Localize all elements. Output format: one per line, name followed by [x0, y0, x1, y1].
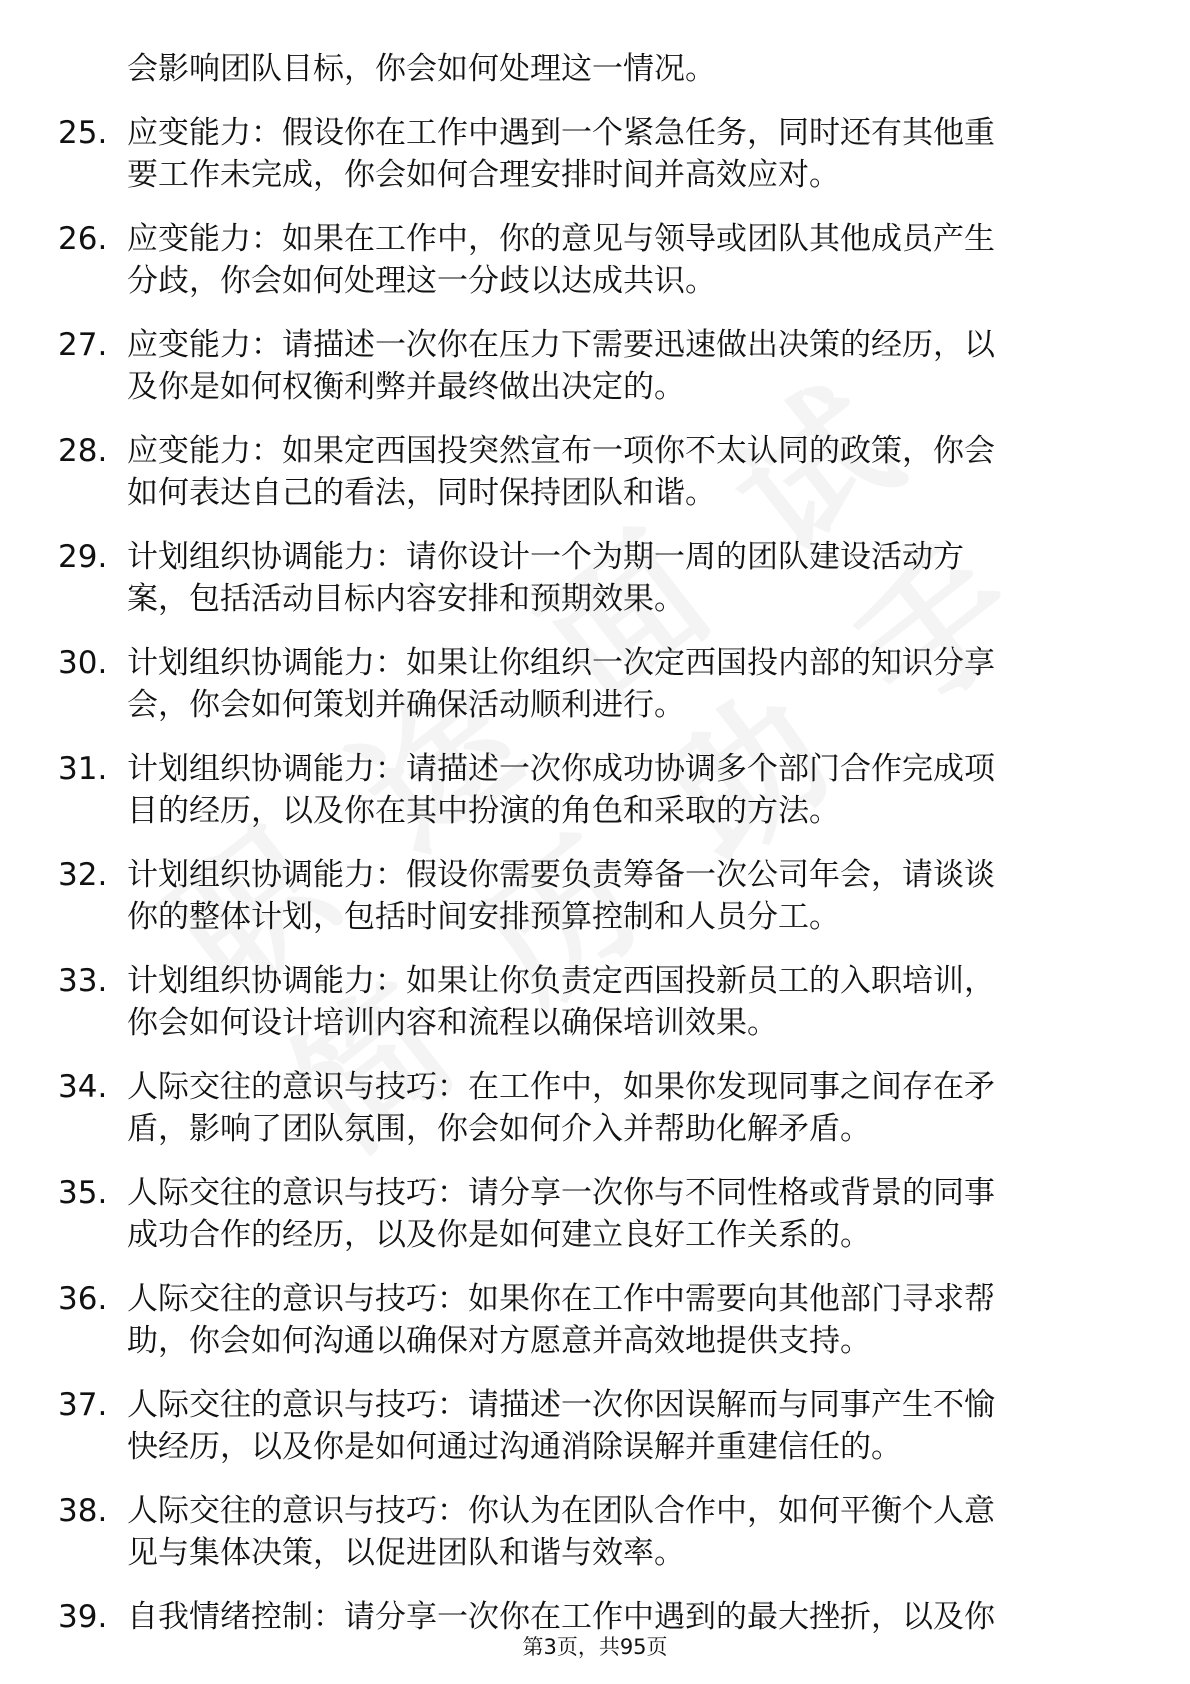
item-number: 29.	[58, 539, 108, 575]
item-number: 30.	[58, 645, 108, 681]
item-text	[127, 430, 1118, 514]
item-text	[127, 1384, 1118, 1468]
item-text	[127, 1172, 1118, 1256]
item-line: 应变能力：如果在工作中，你的意见与领导或团队其他成员产生	[127, 221, 995, 257]
item-line: 应变能力：请描述一次你在压力下需要迅速做出决策的经历，以	[127, 327, 995, 363]
item-number: 27.	[58, 327, 108, 363]
item-text	[127, 642, 1118, 726]
item-line: 盾，影响了团队氛围，你会如何介入并帮助化解矛盾。	[127, 1111, 871, 1147]
item-text	[127, 112, 1118, 196]
item-text	[127, 960, 1118, 1044]
item-line: 计划组织协调能力：如果让你组织一次定西国投内部的知识分享	[127, 645, 995, 681]
item-number: 38.	[58, 1493, 108, 1529]
item-number: 35.	[58, 1175, 108, 1211]
list-item	[58, 112, 1118, 196]
item-text	[127, 1490, 1118, 1574]
item-line: 人际交往的意识与技巧：在工作中，如果你发现同事之间存在矛	[127, 1069, 995, 1105]
list-item	[58, 1596, 1118, 1638]
item-line: 人际交往的意识与技巧：请描述一次你因误解而与同事产生不愉	[127, 1387, 995, 1423]
item-line: 要工作未完成，你会如何合理安排时间并高效应对。	[127, 157, 840, 193]
list-item	[58, 1172, 1118, 1256]
question-list	[58, 48, 1118, 1660]
list-item	[58, 430, 1118, 514]
item-number: 25.	[58, 115, 108, 151]
item-line: 分歧，你会如何处理这一分歧以达成共识。	[127, 263, 716, 299]
item-line: 计划组织协调能力：假设你需要负责筹备一次公司年会，请谈谈	[127, 857, 995, 893]
item-line: 快经历，以及你是如何通过沟通消除误解并重建信任的。	[127, 1429, 902, 1465]
item-line: 及你是如何权衡利弊并最终做出决定的。	[127, 369, 685, 405]
item-text	[127, 1066, 1118, 1150]
item-line: 你会如何设计培训内容和流程以确保培训效果。	[127, 1005, 778, 1041]
item-number: 26.	[58, 221, 108, 257]
list-item	[58, 536, 1118, 620]
item-text	[127, 748, 1118, 832]
item-number: 28.	[58, 433, 108, 469]
list-item	[58, 218, 1118, 302]
page-number: 第3页，共95页	[522, 1635, 668, 1659]
item-line: 会，你会如何策划并确保活动顺利进行。	[127, 687, 685, 723]
item-number: 31.	[58, 751, 108, 787]
item-number: 33.	[58, 963, 108, 999]
item-line: 应变能力：假设你在工作中遇到一个紧急任务，同时还有其他重	[127, 115, 995, 151]
item-text	[127, 1596, 1118, 1638]
item-line: 人际交往的意识与技巧：如果你在工作中需要向其他部门寻求帮	[127, 1281, 995, 1317]
item-text	[127, 854, 1118, 938]
list-item	[58, 1278, 1118, 1362]
item-line: 计划组织协调能力：请描述一次你成功协调多个部门合作完成项	[127, 751, 995, 787]
list-item	[58, 1490, 1118, 1574]
item-line: 人际交往的意识与技巧：请分享一次你与不同性格或背景的同事	[127, 1175, 995, 1211]
list-item	[58, 642, 1118, 726]
item-line: 自我情绪控制：请分享一次你在工作中遇到的最大挫折，以及你	[127, 1599, 995, 1635]
item-line: 应变能力：如果定西国投突然宣布一项你不太认同的政策，你会	[127, 433, 995, 469]
item-text	[127, 218, 1118, 302]
item-line: 案，包括活动目标内容安排和预期效果。	[127, 581, 685, 617]
list-item	[58, 854, 1118, 938]
list-item	[58, 960, 1118, 1044]
item-text	[127, 1278, 1118, 1362]
item-line: 目的经历，以及你在其中扮演的角色和采取的方法。	[127, 793, 840, 829]
item-number: 36.	[58, 1281, 108, 1317]
item-number: 39.	[58, 1599, 108, 1635]
continuation-line: 会影响团队目标，你会如何处理这一情况。	[127, 51, 716, 87]
list-item	[58, 748, 1118, 832]
item-number: 37.	[58, 1387, 108, 1423]
item-number: 34.	[58, 1069, 108, 1105]
item-line: 助，你会如何沟通以确保对方愿意并高效地提供支持。	[127, 1323, 871, 1359]
items-container	[58, 112, 1118, 1638]
item-text	[127, 324, 1118, 408]
item-line: 如何表达自己的看法，同时保持团队和谐。	[127, 475, 716, 511]
item-number: 32.	[58, 857, 108, 893]
item-line: 人际交往的意识与技巧：你认为在团队合作中，如何平衡个人意	[127, 1493, 995, 1529]
list-item	[58, 1384, 1118, 1468]
list-item	[58, 324, 1118, 408]
item-line: 你的整体计划，包括时间安排预算控制和人员分工。	[127, 899, 840, 935]
item-line: 成功合作的经历，以及你是如何建立良好工作关系的。	[127, 1217, 871, 1253]
item-line: 计划组织协调能力：请你设计一个为期一周的团队建设活动方	[127, 539, 964, 575]
item-line: 计划组织协调能力：如果让你负责定西国投新员工的入职培训，	[127, 963, 995, 999]
list-item	[58, 1066, 1118, 1150]
item-text	[127, 536, 1118, 620]
item-line: 见与集体决策，以促进团队和谐与效率。	[127, 1535, 685, 1571]
